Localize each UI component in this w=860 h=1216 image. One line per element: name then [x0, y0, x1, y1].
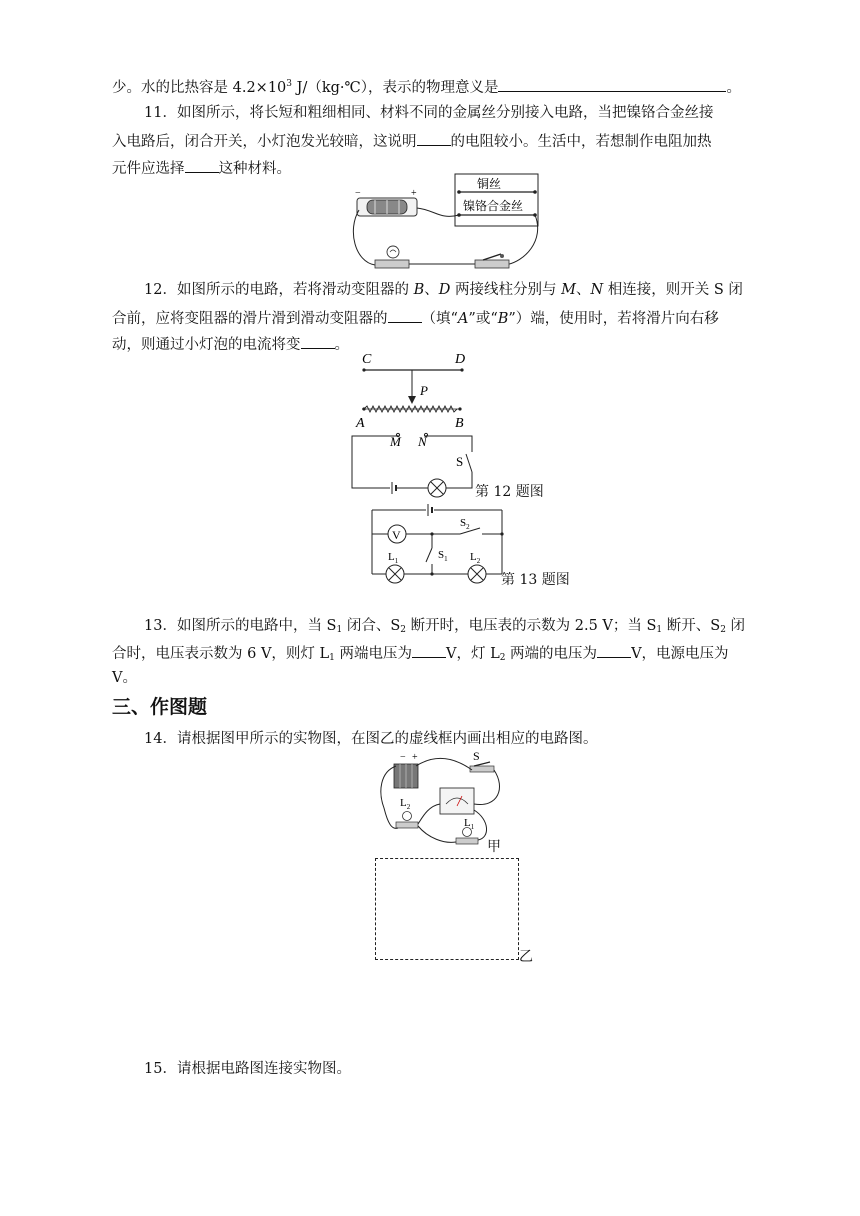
q12-fig-C: C [362, 352, 372, 367]
q12-opt-A: A [457, 311, 469, 327]
q13-fig-L1: $L_1$ [388, 551, 399, 565]
q14-text: 14．请根据图甲所示的实物图，在图乙的虚线框内画出相应的电路图。 [144, 731, 598, 747]
q13-line1-c: 断开时，电压表的示数为 2.5 V；当 S [406, 618, 657, 634]
q12-blank2[interactable] [301, 333, 335, 349]
q11-line3 [112, 157, 291, 179]
q14-fig-L1: $L_1$ [464, 817, 475, 831]
q14-label-yi: 乙 [519, 949, 533, 965]
q12-line3 [112, 333, 349, 355]
q13-fig-V: V [392, 528, 401, 542]
section-3-heading: 三、作图题 [112, 696, 208, 718]
q12-line3-a: 动，则通过小灯泡的电流将变 [112, 337, 301, 353]
q12-fig-A: A [356, 416, 365, 431]
q14-figure-jia [378, 748, 508, 848]
q13-fig-S1: $S_1$ [438, 549, 448, 563]
q12-or: ”或“ [468, 311, 498, 327]
q12-fig-M: M [390, 434, 401, 449]
q13-sub3: 1 [656, 625, 663, 635]
q12-line1 [144, 280, 743, 300]
q14-fig-S: S [473, 749, 480, 763]
q13-line1-a: 13．如图所示的电路中，当 S [144, 618, 337, 634]
q11-fig-copper-label: 铜丝 [477, 177, 502, 191]
q12-line2-a: 合前，应将变阻器的滑片滑到滑动变阻器的 [112, 311, 388, 327]
q13-blank1[interactable] [412, 642, 446, 658]
q12-sep2: 、 [575, 282, 591, 298]
q13-caption: 第 13 题图 [501, 572, 570, 588]
q14-drawing-box[interactable] [375, 858, 519, 960]
q12-fig-N: N [418, 434, 427, 449]
q12-line2-c: ”）端，使用时，若将滑片向右移 [508, 311, 719, 327]
q11-line1: 11．如图所示，将长短和粗细相同、材料不同的金属丝分别接入电路，当把镍铬合金丝接 [144, 105, 714, 121]
svg-text:+: + [412, 752, 418, 763]
q12-var-M: M [561, 282, 576, 298]
q13-figure [368, 500, 508, 588]
q14-label-jia: 甲 [487, 839, 501, 855]
q11-line3-b: 这种材料。 [218, 161, 291, 177]
q12-var-B: B [413, 282, 425, 298]
q12-line1-b: 两接线柱分别与 [450, 282, 562, 298]
q11-figure [345, 170, 545, 275]
q13-line2-e: V，电源电压为 [631, 646, 729, 662]
q11-blank1[interactable] [417, 130, 451, 146]
svg-text:−: − [400, 752, 406, 763]
q10-text-b: J/（kg·℃），表示的物理意义是 [292, 80, 499, 96]
q13-line2 [112, 642, 729, 668]
q13-sub6: 2 [499, 653, 506, 663]
q11-fig-nichrome-label: 镍铬合金丝 [463, 199, 524, 213]
q12-sep1: 、 [424, 282, 439, 298]
q12-line1-c: 相连接，则开关 S 闭 [603, 282, 743, 298]
q12-fig-S: S [456, 454, 464, 469]
q11-line2-a: 入电路后，闭合开关，小灯泡发光较暗，这说明 [112, 134, 417, 150]
q13-line1 [144, 616, 745, 640]
q12-figure [340, 348, 480, 496]
q10-text-a: 少。水的比热容是 4.2×10 [112, 80, 287, 96]
q12-var-N: N [590, 282, 604, 298]
q13-fig-L2: $L_2$ [470, 551, 481, 565]
q12-var-D: D [438, 282, 451, 298]
q13-line1-e: 闭 [725, 618, 746, 634]
q12-line2 [112, 307, 719, 329]
svg-text:−: − [355, 188, 361, 199]
q13-sub4: 2 [720, 625, 726, 635]
q12-blank1[interactable] [388, 307, 422, 323]
q12-line2-b: （填“ [421, 311, 458, 327]
q12-line1-a: 12．如图所示的电路，若将滑动变阻器的 [144, 282, 414, 298]
q12-line3-b: 。 [334, 337, 349, 353]
q13-line2-c: V，灯 L [446, 646, 500, 662]
q13-line2-d: 两端的电压为 [505, 646, 598, 662]
q13-line1-d: 断开、S [662, 618, 721, 634]
q10-answer-blank[interactable] [498, 76, 726, 92]
q13-sub5: 1 [329, 653, 335, 663]
q13-line2-a: 合时，电压表示数为 6 V，则灯 L [112, 646, 330, 662]
q14-fig-L2: $L_2$ [400, 797, 411, 811]
q13-line2-b: 两端电压为 [334, 646, 412, 662]
q10-sup: 3 [286, 79, 293, 89]
q11-line2 [112, 130, 712, 152]
q10-line [112, 74, 741, 98]
q12-fig-B: B [455, 416, 464, 431]
q13-line3-text: V。 [112, 670, 137, 686]
q13-line3 [112, 667, 137, 688]
q13-sub2: 2 [400, 625, 407, 635]
q13-sub1: 1 [336, 625, 343, 635]
q11-line3-a: 元件应选择 [112, 161, 185, 177]
q13-fig-S2: $S_2$ [460, 517, 470, 531]
q15-text: 15．请根据电路图连接实物图。 [144, 1061, 351, 1077]
q13-line1-b: 闭合、S [342, 618, 401, 634]
q12-fig-D: D [455, 352, 466, 367]
q13-blank2[interactable] [597, 642, 631, 658]
q11-blank2[interactable] [185, 157, 219, 173]
q12-fig-P: P [420, 383, 428, 398]
q12-opt-B: B [497, 311, 509, 327]
q11-line2-b: 的电阻较小。生活中，若想制作电阻加热 [450, 134, 712, 150]
q12-caption: 第 12 题图 [475, 484, 544, 500]
q10-end: 。 [726, 80, 741, 96]
svg-text:+: + [411, 188, 417, 199]
